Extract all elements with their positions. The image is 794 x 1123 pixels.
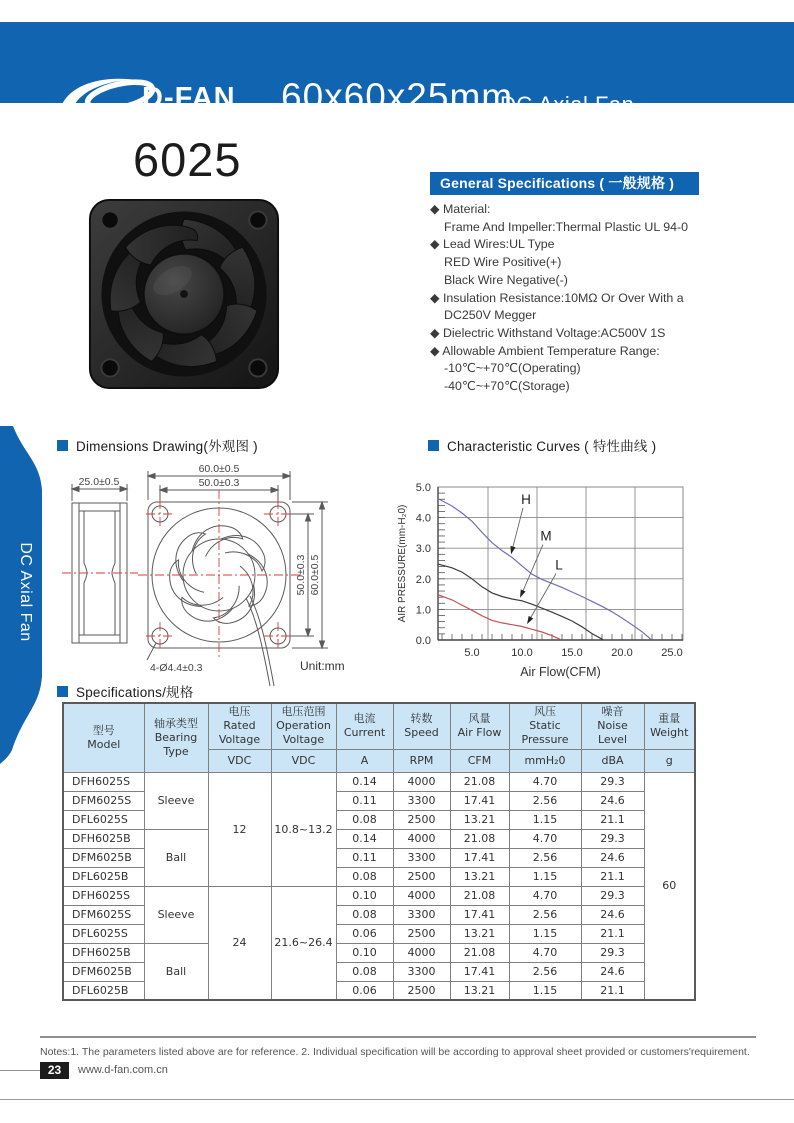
table-cell: 1.15 <box>509 981 581 1000</box>
model-cell: DFH6025B <box>63 829 144 848</box>
table-cell: 21.08 <box>450 886 509 905</box>
table-cell: 4000 <box>393 943 450 962</box>
unit-cell: CFM <box>450 749 509 772</box>
model-cell: DFH6025S <box>63 886 144 905</box>
table-cell: 4.70 <box>509 829 581 848</box>
general-specs-heading: General Specifications ( 一般规格 ) <box>430 172 699 195</box>
spec-line: ◆ Insulation Resistance:10MΩ Or Over With a <box>430 290 684 305</box>
model-cell: DFL6025S <box>63 810 144 829</box>
table-cell: 17.41 <box>450 791 509 810</box>
svg-text:4.0: 4.0 <box>415 512 431 525</box>
spec-table-body <box>63 772 695 1000</box>
table-cell: 13.21 <box>450 924 509 943</box>
model-cell: DFM6025B <box>63 848 144 867</box>
table-cell: 24.6 <box>581 791 644 810</box>
table-cell: 1.15 <box>509 810 581 829</box>
unit-cell: g <box>644 749 695 772</box>
table-cell: 2.56 <box>509 962 581 981</box>
brand-logo-text: D-FAN <box>142 82 236 114</box>
table-cell: 3300 <box>393 905 450 924</box>
table-cell: 29.3 <box>581 886 644 905</box>
table-cell: 4000 <box>393 829 450 848</box>
table-cell: 4000 <box>393 886 450 905</box>
unit-cell: VDC <box>208 749 271 772</box>
table-row <box>63 943 695 962</box>
table-cell: 21.08 <box>450 943 509 962</box>
spec-line: ◆ Allowable Ambient Temperature Range: <box>430 343 660 358</box>
table-cell: 10.8~13.2 <box>271 772 336 886</box>
spec-table-head <box>63 703 695 772</box>
y-axis-label: AIR PRESSURE(mm-H₂0) <box>397 504 408 623</box>
unit-cell: dBA <box>581 749 644 772</box>
spec-line: ◆ Lead Wires:UL Type <box>430 237 555 252</box>
unit-cell: mmH₂0 <box>509 749 581 772</box>
table-cell: 3300 <box>393 848 450 867</box>
unit-cell: A <box>336 749 393 772</box>
model-cell: DFM6025B <box>63 962 144 981</box>
footer-notes: Notes:1. The parameters listed above are for reference. 2. Individual specification will be according to approval sheet provided or customers'requirement. <box>40 1046 750 1058</box>
table-cell: 1.15 <box>509 867 581 886</box>
table-cell: 0.11 <box>336 791 393 810</box>
svg-text:20.0: 20.0 <box>611 647 633 659</box>
curve-L <box>438 595 561 640</box>
model-cell: DFL6025S <box>63 924 144 943</box>
header-cell: 型号 Model <box>63 703 144 772</box>
page-title: 60x60x25mm <box>281 76 514 117</box>
table-cell: 2.56 <box>509 791 581 810</box>
table-cell: 29.3 <box>581 772 644 791</box>
table-cell: 4000 <box>393 772 450 791</box>
website-link[interactable]: www.d-fan.com.cn <box>78 1064 168 1076</box>
dim-height-label: 60.0±0.5 <box>309 554 321 596</box>
footer-divider <box>40 1036 756 1038</box>
table-cell: 3300 <box>393 791 450 810</box>
table-cell: 21.6~26.4 <box>271 886 336 1000</box>
table-cell: 2500 <box>393 981 450 1000</box>
table-cell: 0.08 <box>336 810 393 829</box>
spec-line: Frame And Impeller:Thermal Plastic UL 94-0 <box>444 219 689 234</box>
table-cell: 4.70 <box>509 886 581 905</box>
chart-root <box>397 482 683 679</box>
dimensions-section-heading: Dimensions Drawing(外观图 ) <box>57 435 258 455</box>
table-row <box>63 772 695 791</box>
model-cell: DFH6025B <box>63 943 144 962</box>
svg-text:3.0: 3.0 <box>415 543 431 556</box>
dim-holes-label: 4-Ø4.4±0.3 <box>150 662 203 674</box>
table-cell: Ball <box>144 943 208 1000</box>
table-cell: 17.41 <box>450 962 509 981</box>
page-badge-line <box>0 1070 40 1071</box>
table-cell: 4.70 <box>509 772 581 791</box>
spec-line: Black Wire Negative(-) <box>444 272 568 287</box>
curve-H <box>438 499 651 640</box>
table-cell: 0.06 <box>336 981 393 1000</box>
svg-text:5.0: 5.0 <box>415 482 431 494</box>
model-cell: DFH6025S <box>63 772 144 791</box>
table-cell: Sleeve <box>144 772 208 829</box>
x-axis-label: Air Flow(CFM) <box>520 665 601 679</box>
table-cell: 21.08 <box>450 772 509 791</box>
table-cell: 2500 <box>393 867 450 886</box>
spec-line: ◆ Material: <box>430 202 491 216</box>
table-section-heading: Specifications/规格 <box>57 681 193 701</box>
table-cell: 13.21 <box>450 981 509 1000</box>
svg-text:0.0: 0.0 <box>415 635 431 647</box>
blue-square-icon <box>57 440 68 451</box>
table-cell: 21.1 <box>581 924 644 943</box>
header-cell: 电压 Rated Voltage <box>208 703 271 749</box>
spec-line: -40℃~+70℃(Storage) <box>444 379 570 394</box>
model-cell: DFM6025S <box>63 905 144 924</box>
header-cell: 电流 Current <box>336 703 393 749</box>
curve-M <box>438 564 603 640</box>
side-tab-label: DC Axial Fan <box>17 542 34 642</box>
table-cell: 4.70 <box>509 943 581 962</box>
svg-text:10.0: 10.0 <box>511 647 533 659</box>
header-cell: 重量 Weight <box>644 703 695 749</box>
table-cell: 2500 <box>393 810 450 829</box>
table-cell: 60 <box>644 772 695 1000</box>
table-cell: 24.6 <box>581 905 644 924</box>
page-number-badge: 23 <box>40 1062 69 1079</box>
page-subtitle: DC Axial Fan <box>500 92 635 117</box>
table-cell: Ball <box>144 829 208 886</box>
spec-line: ◆ Dielectric Withstand Voltage:AC500V 1S <box>430 325 666 340</box>
curve-label-L: L <box>555 557 563 573</box>
table-cell: 13.21 <box>450 867 509 886</box>
dim-hole-pitch-v-label: 50.0±0.3 <box>295 554 307 596</box>
table-cell: 29.3 <box>581 829 644 848</box>
unit-label: Unit:mm <box>300 659 345 673</box>
table-cell: 0.14 <box>336 829 393 848</box>
dim-width-label: 60.0±0.5 <box>198 463 240 475</box>
table-cell: 24 <box>208 886 271 1000</box>
table-cell: 13.21 <box>450 810 509 829</box>
table-cell: 0.08 <box>336 867 393 886</box>
unit-cell: RPM <box>393 749 450 772</box>
table-row <box>63 886 695 905</box>
table-cell: 2.56 <box>509 905 581 924</box>
svg-text:2.0: 2.0 <box>415 573 431 586</box>
characteristic-chart <box>393 452 728 692</box>
table-cell: 3300 <box>393 962 450 981</box>
curve-label-M: M <box>540 528 552 544</box>
svg-text:5.0: 5.0 <box>464 647 480 659</box>
dimensions-drawing <box>50 458 395 696</box>
spec-line: -10℃~+70℃(Operating) <box>444 361 581 376</box>
header-bar <box>0 22 794 117</box>
dim-hole-pitch-label: 50.0±0.3 <box>198 477 240 489</box>
table-cell: 29.3 <box>581 943 644 962</box>
table-cell: 2500 <box>393 924 450 943</box>
table-cell: 0.11 <box>336 848 393 867</box>
table-cell: 2.56 <box>509 848 581 867</box>
spec-line: DC250V Megger <box>444 308 537 323</box>
table-cell: 17.41 <box>450 905 509 924</box>
footer-bottom-rule <box>0 1099 794 1100</box>
specifications-table <box>62 702 696 1001</box>
table-cell: 0.10 <box>336 943 393 962</box>
side-tab-ribbon <box>0 424 44 764</box>
model-cell: DFL6025B <box>63 867 144 886</box>
curve-label-H: H <box>521 491 531 507</box>
table-cell: 24.6 <box>581 848 644 867</box>
table-cell: 0.06 <box>336 924 393 943</box>
unit-cell: VDC <box>271 749 336 772</box>
svg-text:15.0: 15.0 <box>561 647 583 659</box>
fan-product-photo <box>88 198 280 390</box>
table-cell: 0.10 <box>336 886 393 905</box>
table-row <box>63 829 695 848</box>
spec-line: RED Wire Positive(+) <box>444 255 562 270</box>
table-cell: 21.1 <box>581 867 644 886</box>
table-cell: 21.1 <box>581 981 644 1000</box>
svg-text:25.0: 25.0 <box>661 647 683 659</box>
blue-square-icon <box>428 440 439 451</box>
table-cell: Sleeve <box>144 886 208 943</box>
table-cell: 0.08 <box>336 905 393 924</box>
table-cell: 17.41 <box>450 848 509 867</box>
table-cell: 1.15 <box>509 924 581 943</box>
chart-section-heading: Characteristic Curves ( 特性曲线 ) <box>428 435 656 455</box>
general-specs-list <box>430 201 730 396</box>
model-cell: DFM6025S <box>63 791 144 810</box>
header-cell: 风量 Air Flow <box>450 703 509 749</box>
table-cell: 24.6 <box>581 962 644 981</box>
header-cell: 轴承类型 Bearing Type <box>144 703 208 772</box>
svg-text:1.0: 1.0 <box>415 604 431 617</box>
table-cell: 0.08 <box>336 962 393 981</box>
table-cell: 21.08 <box>450 829 509 848</box>
header-cell: 风压 Static Pressure <box>509 703 581 749</box>
drawing-fan-blades <box>160 514 278 630</box>
header-cell: 转数 Speed <box>393 703 450 749</box>
product-model-title: 6025 <box>133 133 242 186</box>
model-cell: DFL6025B <box>63 981 144 1000</box>
dim-depth-label: 25.0±0.5 <box>78 476 120 488</box>
header-cell: 电压范围 Operation Voltage <box>271 703 336 749</box>
header-cell: 噪音 Noise Level <box>581 703 644 749</box>
table-cell: 21.1 <box>581 810 644 829</box>
table-cell: 12 <box>208 772 271 886</box>
table-cell: 0.14 <box>336 772 393 791</box>
